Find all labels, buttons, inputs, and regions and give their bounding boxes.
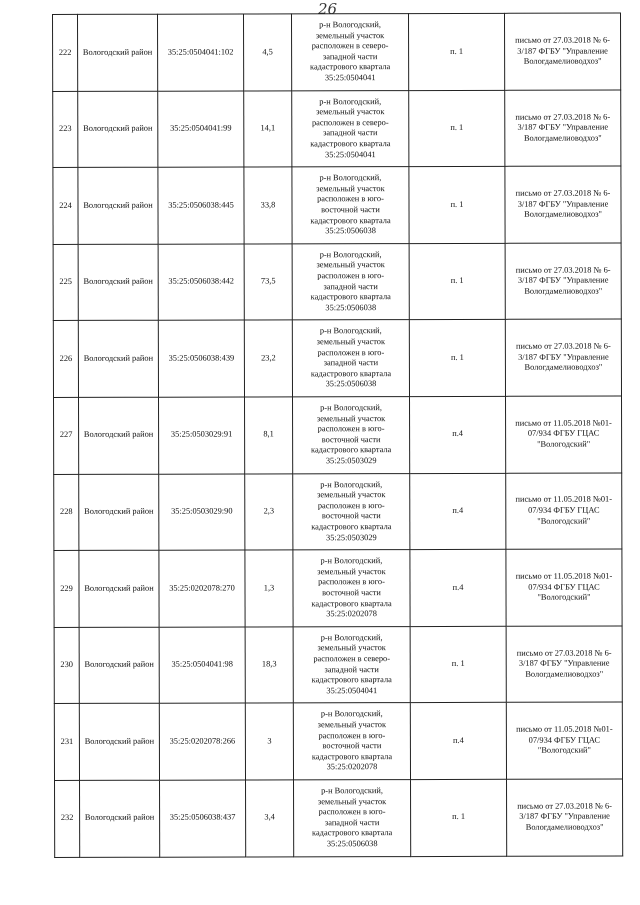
- cadastral-number-cell: 35:25:0504041:102: [158, 14, 244, 91]
- document-line: 3/187 ФГБУ "Управление: [518, 658, 610, 669]
- location-description-cell: [293, 626, 410, 703]
- description-line: расположен в юго-: [317, 500, 385, 511]
- description-line: 35:25:0506038: [325, 226, 376, 236]
- area-cell: 1,3: [245, 550, 293, 627]
- paragraph-cell: п. 1: [409, 243, 505, 320]
- basis-document-cell: [507, 779, 623, 856]
- table-row: [53, 13, 621, 91]
- row-number: 229: [54, 551, 79, 628]
- document-line: письмо от 11.05.2018 №01-: [515, 571, 613, 581]
- description-line: 35:25:0503029: [325, 456, 377, 466]
- row-number: 222: [53, 14, 78, 91]
- document-line: письмо от 27.03.2018 № 6-: [515, 35, 610, 45]
- description-line: р-н Вологодский,: [320, 403, 382, 413]
- description-line: р-н Вологодский,: [321, 786, 383, 796]
- document-line: 3/187 ФГБУ "Управление: [518, 352, 609, 362]
- cadastral-number-cell: 35:25:0506038:439: [158, 320, 244, 397]
- document-line: "Вологодский": [537, 439, 591, 449]
- table-row: [54, 549, 622, 627]
- location-description-cell: [292, 14, 409, 91]
- basis-document-cell: [506, 702, 622, 779]
- description-line: кадастрового квартала: [310, 215, 391, 225]
- area-cell: 4,5: [244, 14, 292, 91]
- description-line: кадастрового квартала: [310, 139, 391, 149]
- description-line: западной части: [323, 128, 378, 138]
- basis-document-cell: [506, 626, 622, 703]
- location-description-cell: [293, 703, 410, 780]
- document-line: 07/934 ФГБУ ГЦАС: [528, 505, 600, 515]
- description-line: р-н Вологодский,: [319, 20, 381, 30]
- document-line: письмо от 11.05.2018 №01-: [515, 418, 612, 428]
- cadastral-number-cell: 35:25:0506038:445: [158, 167, 244, 244]
- document-line: 3/187 ФГБУ "Управление: [517, 199, 609, 209]
- cadastral-number-cell: 35:25:0503029:91: [159, 397, 245, 474]
- document-line: письмо от 11.05.2018 №01-: [516, 724, 613, 735]
- document-line: письмо от 27.03.2018 № 6-: [517, 801, 612, 811]
- document-line: 3/187 ФГБУ "Управление: [517, 46, 608, 56]
- description-line: кадастрового квартала: [311, 598, 392, 608]
- row-number: 228: [54, 474, 79, 551]
- district-cell: Вологодский район: [78, 167, 158, 244]
- description-line: земельный участок: [315, 30, 385, 40]
- document-line: Вологдамелиоводхоз": [523, 133, 602, 143]
- document-line: "Вологодский": [537, 516, 591, 526]
- description-line: расположен в северо-: [311, 41, 389, 51]
- cadastral-number-cell: 35:25:0202078:270: [159, 550, 245, 627]
- document-line: "Вологодский": [537, 592, 591, 602]
- table-row: [53, 90, 621, 168]
- table-row: [54, 473, 622, 551]
- description-line: земельный участок: [317, 796, 387, 806]
- area-cell: 73,5: [244, 244, 292, 321]
- cadastral-number-cell: 35:25:0503029:90: [159, 474, 245, 551]
- page-number: 26: [318, 0, 338, 18]
- row-number: 232: [55, 780, 80, 857]
- table-row: [53, 243, 621, 321]
- table-row: [55, 779, 623, 857]
- description-line: 35:25:0202078: [326, 609, 377, 619]
- table-row: [54, 626, 622, 704]
- district-cell: Вологодский район: [79, 704, 159, 781]
- description-line: восточной части: [322, 588, 381, 598]
- description-line: земельный участок: [316, 107, 385, 117]
- document-line: Вологдамелиоводхоз": [525, 822, 604, 832]
- area-cell: 14,1: [244, 90, 292, 167]
- district-cell: Вологодский район: [78, 14, 158, 91]
- description-line: 35:25:0504041: [326, 685, 378, 696]
- description-line: земельный участок: [317, 643, 386, 653]
- document-line: Вологдамелиоводхоз": [523, 56, 602, 66]
- description-line: восточной части: [321, 434, 381, 445]
- paragraph-cell: п.4: [410, 396, 506, 473]
- district-cell: Вологодский район: [79, 627, 159, 704]
- description-line: р-н Вологодский,: [319, 96, 382, 106]
- land-plot-table: [52, 13, 623, 858]
- paragraph-cell: п. 1: [411, 779, 507, 856]
- paragraph-cell: п. 1: [409, 167, 505, 244]
- description-line: 35:25:0506038: [325, 302, 377, 313]
- district-cell: Вологодский район: [78, 244, 158, 321]
- description-line: западной части: [324, 664, 379, 674]
- description-line: кадастрового квартала: [312, 828, 393, 838]
- basis-document-cell: [505, 166, 621, 243]
- document-line: 3/187 ФГБУ "Управление: [517, 275, 609, 286]
- description-line: 35:25:0506038: [325, 379, 377, 389]
- cadastral-number-cell: 35:25:0504041:99: [158, 91, 244, 168]
- paragraph-cell: п. 1: [409, 13, 505, 90]
- area-cell: 33,8: [244, 167, 292, 244]
- description-line: расположен в юго-: [318, 577, 385, 587]
- table-row: [54, 702, 622, 780]
- document-line: 07/934 ФГБУ ГЦАС: [528, 735, 601, 745]
- district-cell: Вологодский район: [80, 780, 160, 857]
- area-cell: 3: [245, 703, 293, 780]
- description-line: земельный участок: [316, 260, 385, 270]
- location-description-cell: [292, 90, 409, 167]
- document-line: письмо от 27.03.2018 № 6-: [515, 188, 611, 198]
- basis-document-cell: [506, 396, 622, 473]
- location-description-cell: [292, 320, 409, 397]
- description-line: 35:25:0504041: [324, 149, 376, 159]
- area-cell: 2,3: [245, 473, 293, 550]
- area-cell: 23,2: [244, 320, 292, 397]
- location-description-cell: [294, 780, 411, 857]
- row-number: 230: [54, 627, 79, 704]
- description-line: западной части: [323, 281, 378, 291]
- district-cell: Вологодский район: [78, 321, 158, 398]
- row-number: 227: [54, 397, 79, 474]
- document-line: 3/187 ФГБУ "Управление: [519, 811, 610, 822]
- district-cell: Вологодский район: [79, 474, 159, 551]
- description-line: расположен в юго-: [317, 424, 385, 434]
- basis-document-cell: [505, 90, 621, 167]
- document-line: Вологдамелиоводхоз": [524, 363, 603, 373]
- document-line: "Вологодский": [537, 746, 591, 756]
- description-line: кадастрового квартала: [311, 445, 392, 455]
- document-line: Вологдамелиоводхоз": [524, 286, 603, 296]
- row-number: 226: [53, 321, 78, 398]
- document-line: 3/187 ФГБУ "Управление: [517, 122, 609, 132]
- document-line: письмо от 11.05.2018 №01-: [515, 495, 613, 505]
- district-cell: Вологодский район: [79, 550, 159, 627]
- description-line: расположен в юго-: [317, 194, 384, 204]
- description-line: р-н Вологодский,: [319, 249, 382, 260]
- description-line: кадастрового квартала: [310, 368, 392, 379]
- row-number: 225: [53, 244, 78, 321]
- area-cell: 8,1: [245, 397, 293, 474]
- cadastral-number-cell: 35:25:0506038:442: [158, 244, 244, 321]
- description-line: расположен в северо-: [313, 654, 391, 664]
- description-line: р-н Вологодский,: [320, 556, 383, 566]
- description-line: р-н Вологодский,: [320, 709, 383, 719]
- table-row: [53, 319, 621, 397]
- location-description-cell: [292, 243, 409, 320]
- table-row: [54, 396, 622, 474]
- description-line: расположен в юго-: [317, 347, 385, 357]
- district-cell: Вологодский район: [79, 397, 159, 474]
- description-line: р-н Вологодский,: [319, 173, 382, 183]
- row-number: 224: [53, 168, 78, 245]
- description-line: кадастрового квартала: [310, 292, 391, 302]
- description-line: р-н Вологодский,: [319, 326, 382, 336]
- cadastral-number-cell: 35:25:0506038:437: [160, 780, 246, 857]
- description-line: земельный участок: [316, 183, 385, 194]
- description-line: западной части: [324, 817, 380, 828]
- description-line: расположен в юго-: [318, 730, 386, 740]
- description-line: кадастрового квартала: [311, 675, 392, 685]
- document-line: Вологдамелиоводхоз": [525, 669, 604, 679]
- description-line: 35:25:0503029: [325, 532, 377, 542]
- description-line: кадастрового квартала: [310, 62, 391, 72]
- paragraph-cell: п.4: [410, 473, 506, 550]
- description-line: р-н Вологодский,: [320, 479, 383, 489]
- paragraph-cell: п. 1: [409, 90, 505, 167]
- description-line: 35:25:0506038: [326, 839, 378, 849]
- location-description-cell: [293, 473, 410, 550]
- paragraph-cell: п.4: [410, 549, 506, 626]
- description-line: западной части: [323, 358, 379, 368]
- location-description-cell: [292, 167, 409, 244]
- description-line: земельный участок: [316, 337, 386, 347]
- description-line: 35:25:0202078: [326, 762, 378, 772]
- description-line: расположен в юго-: [318, 807, 386, 817]
- basis-document-cell: [506, 549, 622, 626]
- basis-document-cell: [505, 243, 621, 320]
- description-line: р-н Вологодский,: [320, 632, 383, 643]
- cadastral-number-cell: 35:25:0504041:98: [159, 627, 245, 704]
- description-line: восточной части: [321, 205, 380, 215]
- document-line: 07/934 ФГБУ ГЦАС: [528, 582, 600, 592]
- document-line: письмо от 27.03.2018 № 6-: [516, 648, 612, 658]
- row-number: 231: [54, 704, 79, 781]
- cadastral-number-cell: 35:25:0202078:266: [159, 703, 245, 780]
- description-line: кадастрового квартала: [311, 751, 393, 762]
- paragraph-cell: п. 1: [410, 626, 506, 703]
- description-line: 35:25:0504041: [324, 73, 376, 83]
- description-line: восточной части: [322, 741, 382, 751]
- document-line: письмо от 27.03.2018 № 6-: [515, 112, 611, 122]
- location-description-cell: [293, 550, 410, 627]
- description-line: земельный участок: [317, 566, 386, 577]
- document-line: письмо от 27.03.2018 № 6-: [515, 265, 611, 275]
- description-line: восточной части: [321, 511, 381, 521]
- description-line: кадастрового квартала: [311, 522, 392, 532]
- district-cell: Вологодский район: [78, 91, 158, 168]
- document-line: 07/934 ФГБУ ГЦАС: [527, 429, 600, 439]
- description-line: земельный участок: [317, 720, 387, 730]
- document-line: письмо от 27.03.2018 № 6-: [515, 341, 611, 352]
- description-line: земельный участок: [317, 490, 386, 500]
- document-line: Вологдамелиоводхоз": [524, 209, 602, 220]
- description-line: расположен в юго-: [317, 271, 385, 281]
- basis-document-cell: [505, 319, 621, 396]
- paragraph-cell: п.4: [410, 703, 506, 780]
- table-row: [53, 166, 621, 244]
- description-line: земельный участок: [316, 413, 386, 423]
- area-cell: 3,4: [246, 780, 294, 857]
- description-line: расположен в северо-: [311, 117, 389, 128]
- basis-document-cell: [506, 473, 622, 550]
- row-number: 223: [53, 91, 78, 168]
- location-description-cell: [293, 397, 410, 474]
- area-cell: 18,3: [245, 627, 293, 704]
- paragraph-cell: п. 1: [409, 320, 505, 397]
- description-line: западной части: [322, 51, 378, 62]
- basis-document-cell: [504, 13, 620, 90]
